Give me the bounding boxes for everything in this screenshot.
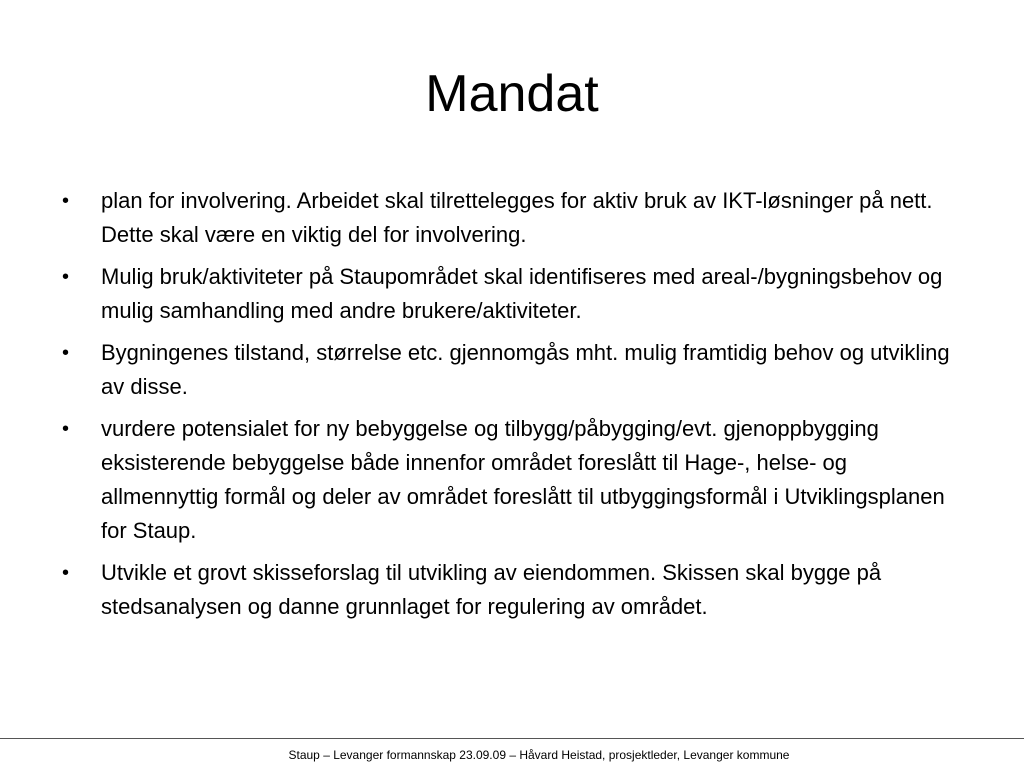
bullet-item bbox=[62, 556, 962, 624]
bullet-icon: • bbox=[62, 342, 70, 364]
bullet-text: plan for involvering. Arbeidet skal tilrettelegges for aktiv bruk av IKT-løsninger på nett. Dette skal være en viktig del for involvering. bbox=[101, 188, 933, 247]
bullet-item bbox=[62, 184, 962, 252]
slide-footer: Staup – Levanger formannskap 23.09.09 – Håvard Heistad, prosjektleder, Levanger kommune bbox=[288, 748, 790, 762]
bullet-list bbox=[62, 184, 962, 632]
bullet-item bbox=[62, 336, 962, 404]
bullet-text: Utvikle et grovt skisseforslag til utvikling av eiendommen. Skissen skal bygge på stedsanalysen og danne grunnlaget for regulering av området. bbox=[101, 560, 882, 619]
footer-divider bbox=[0, 738, 1024, 739]
bullet-icon: • bbox=[62, 190, 70, 212]
slide-title: Mandat bbox=[425, 65, 599, 123]
bullet-item bbox=[62, 260, 962, 328]
bullet-text: Bygningenes tilstand, størrelse etc. gjennomgås mht. mulig framtidig behov og utvikling av disse. bbox=[101, 340, 950, 399]
bullet-icon: • bbox=[62, 562, 70, 584]
bullet-icon: • bbox=[62, 418, 70, 440]
bullet-item bbox=[62, 412, 962, 548]
bullet-icon: • bbox=[62, 266, 70, 288]
bullet-text: vurdere potensialet for ny bebyggelse og tilbygg/påbygging/evt. gjenoppbygging eksisterende bebyggelse både innenfor området foreslått til Hage-, helse- og allmennyttig formål og deler av området foreslått til utbyggingsformål i Utviklingsplanen for Staup. bbox=[101, 416, 945, 543]
bullet-text: Mulig bruk/aktiviteter på Staupområdet skal identifiseres med areal-/bygningsbehov og mulig samhandling med andre brukere/aktiviteter. bbox=[101, 264, 943, 323]
